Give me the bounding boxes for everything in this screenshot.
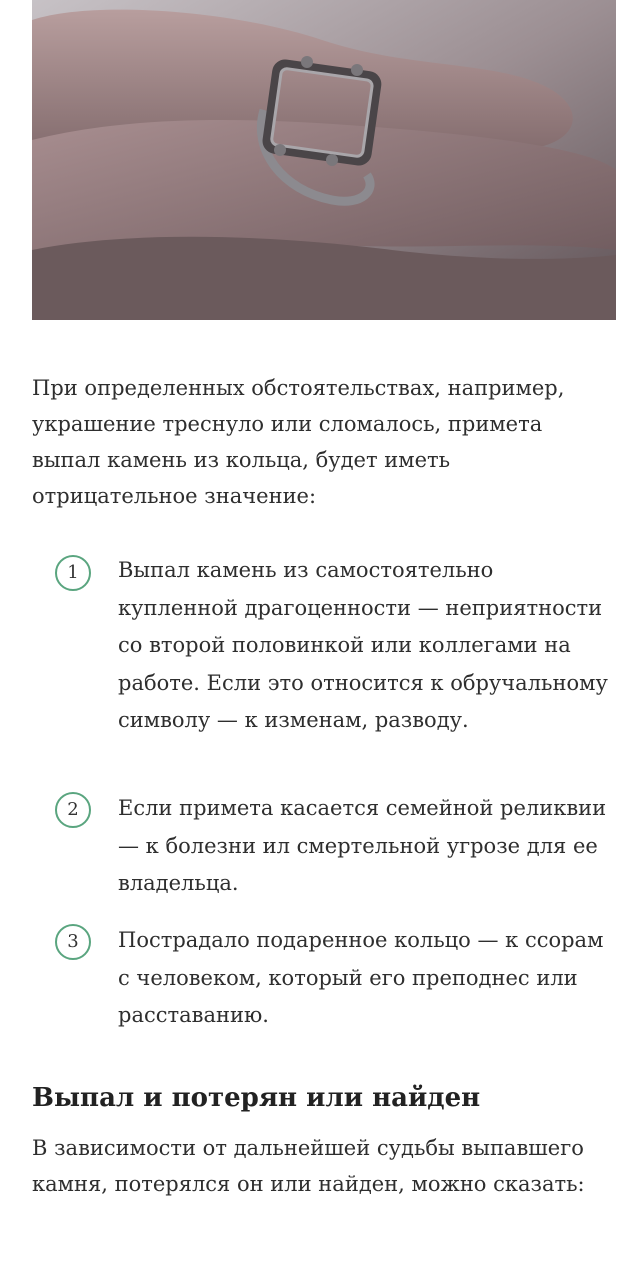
list-number-badge: 2 (55, 792, 91, 828)
ring-photo-image (32, 0, 616, 320)
section-heading: Выпал и потерян или найден (32, 1083, 481, 1113)
list-item-text: Пострадало подаренное кольцо — к ссорам с человеком, который его преподнес или расставанию. (118, 928, 604, 1027)
list-number-badge: 3 (55, 924, 91, 960)
list-item-text: Если примета касается семейной реликвии — к болезни ил смертельной угрозе для ее владельца. (118, 796, 607, 895)
list-item-text: Выпал камень из самостоятельно купленной драгоценности — неприятности со второй половинкой или коллегами на работе. Если это относится к обручальному символу — к изменам, разводу. (118, 558, 608, 732)
section-paragraph: В зависимости от дальнейшей судьбы выпавшего камня, потерялся он или найден, можно сказать: (32, 1136, 585, 1196)
list-number-badge: 1 (55, 555, 91, 591)
article-photo (32, 0, 616, 320)
intro-paragraph: При определенных обстоятельствах, например, украшение треснуло или сломалось, примета выпал камень из кольца, будет иметь отрицательное значение: (32, 376, 565, 508)
